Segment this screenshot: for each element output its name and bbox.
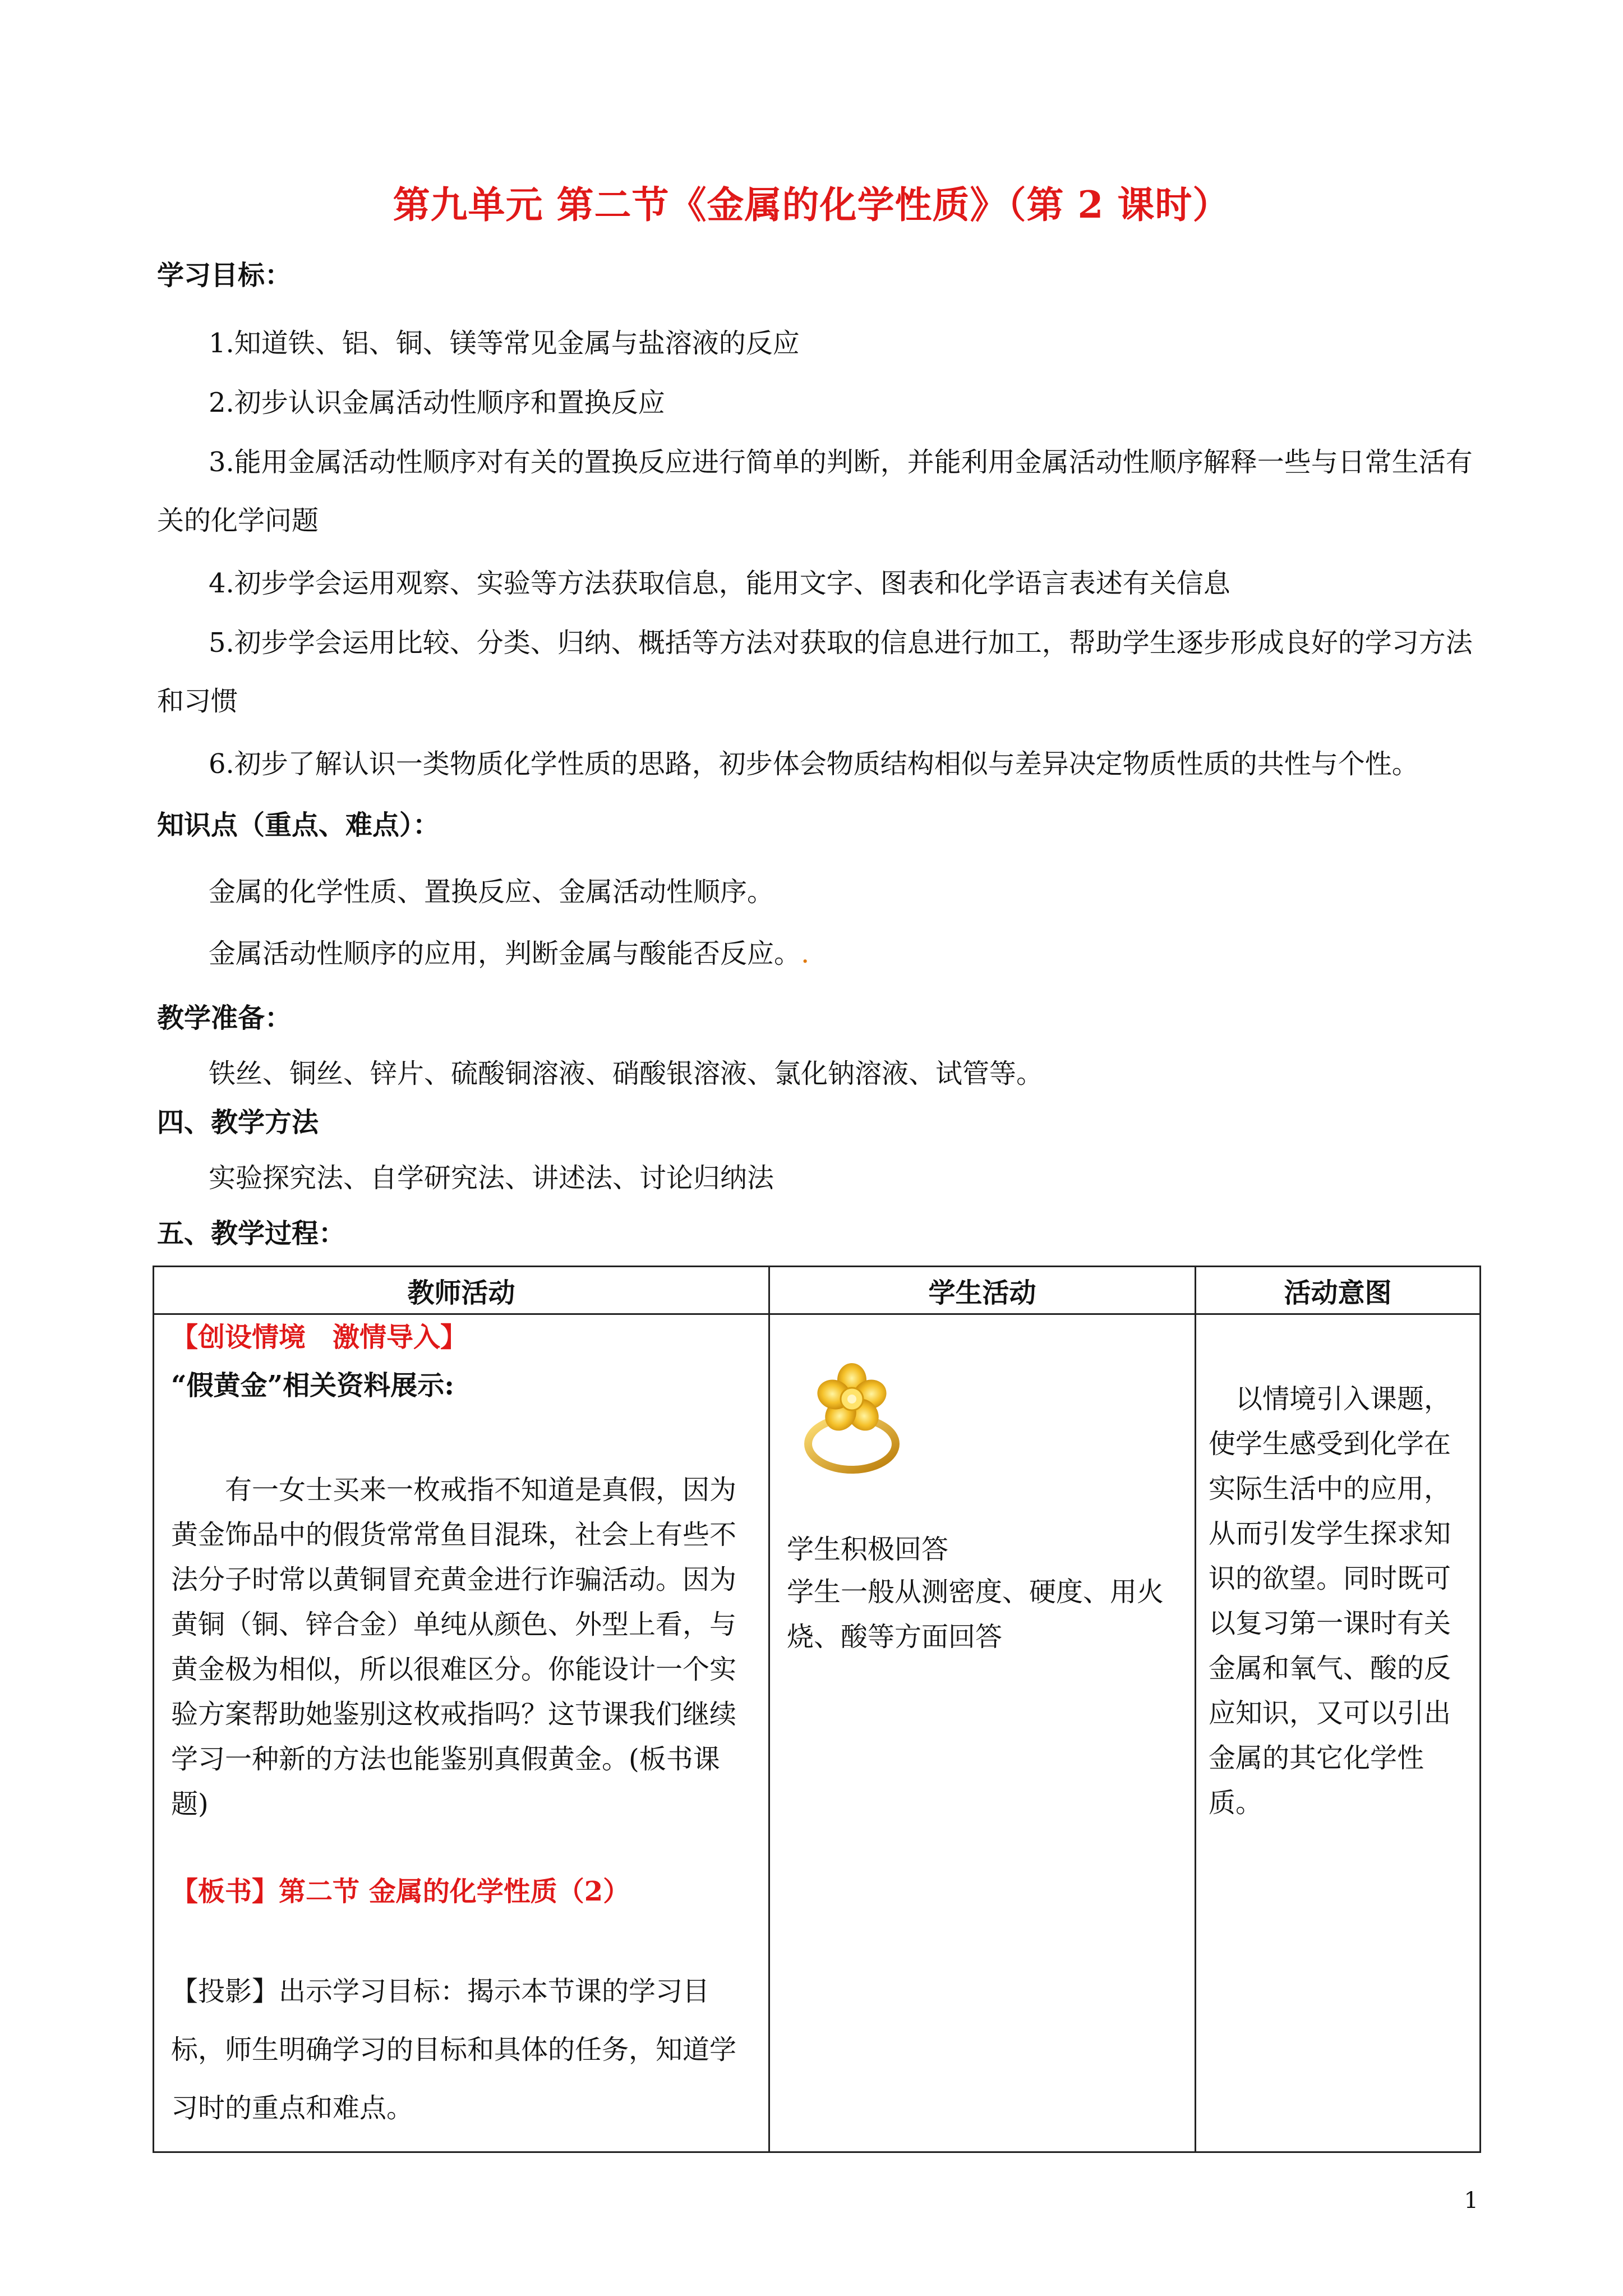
process-heading: 五、教学过程： (157, 1218, 346, 1249)
teacher-cell (154, 1314, 769, 2152)
objective-3: 3.能用金属活动性顺序对有关的置换反应进行简单的判断，并能利用金属活动性顺序解释一些与日常生活有关的化学问题 (157, 447, 1473, 536)
objectives-heading: 学习目标： (157, 260, 292, 291)
method-heading: 四、教学方法 (157, 1107, 319, 1138)
key-point-1: 金属的化学性质、置换反应、金属活动性顺序。 (209, 876, 774, 908)
student-cell (769, 1314, 1196, 2152)
gold-ring-image (796, 1360, 908, 1478)
teacher-heading: 【创设情境 激情导入】 (171, 1322, 468, 1353)
objective-4: 4.初步学会运用观察、实验等方法获取信息，能用文字、图表和化学语言表述有关信息 (209, 568, 1230, 599)
key-points-heading: 知识点（重点、难点）： (157, 809, 440, 841)
objective-1: 1.知道铁、铝、铜、镁等常见金属与盐溶液的反应 (209, 328, 800, 359)
key-point-2: 金属活动性顺序的应用，判断金属与酸能否反应。 (209, 938, 801, 969)
prep-materials: 铁丝、铜丝、锌片、硫酸铜溶液、硝酸银溶液、氯化钠溶液、试管等。 (209, 1058, 1044, 1089)
header-intent: 活动意图 (1196, 1267, 1481, 1314)
header-student: 学生活动 (769, 1267, 1196, 1314)
student-answer-2: 学生一般从测密度、硬度、用火烧、酸等方面回答 (787, 1576, 1164, 1653)
prep-heading: 教学准备： (157, 1002, 292, 1034)
objective-2: 2.初步认识金属活动性顺序和置换反应 (209, 387, 665, 418)
intent-cell (1196, 1314, 1481, 2152)
objective-5: 5.初步学会运用比较、分类、归纳、概括等方法对获取的信息进行加工，帮助学生逐步形成良好的学习方法和习惯 (157, 627, 1473, 717)
teacher-subheading: “假黄金”相关资料展示: (171, 1370, 454, 1401)
objective-6: 6.初步了解认识一类物质化学性质的思路，初步体会物质结构相似与差异决定物质性质的共性与个性。 (209, 748, 1419, 780)
intent-text: 以情境引入课题，使学生感受到化学在实际生活中的应用，从而引发学生探求知识的欲望。同时既可以复习第一课时有关金属和氧气、酸的反应知识，又可以引出金属的其它化学性质。 (1209, 1383, 1451, 1819)
header-teacher: 教师活动 (154, 1267, 769, 1314)
teacher-paragraph: 有一女士买来一枚戒指不知道是真假，因为黄金饰品中的假货常常鱼目混珠，社会上有些不法分子时常以黄铜冒充黄金进行诈骗活动。因为黄铜（铜、锌合金）单纯从颜色、外型上看，与黄金极为相似，所以很难区分。你能设计一个实验方案帮助她鉴别这枚戒指吗？这节课我们继续学习一种新的方法也能鉴别真假黄金。(板书课题) (171, 1474, 737, 1820)
method-text: 实验探究法、自学研究法、讲述法、讨论归纳法 (209, 1162, 774, 1194)
board-label: 【板书】第二节 金属的化学性质（2） (171, 1876, 630, 1907)
student-answer-1: 学生积极回答 (787, 1534, 949, 1565)
key-point-dot: . (801, 938, 810, 969)
page-title: 第九单元 第二节《金属的化学性质》（第 2 课时） (393, 183, 1230, 227)
page-number: 1 (1464, 2188, 1478, 2214)
table-header-row (154, 1267, 1481, 1314)
table-row (154, 1314, 1481, 2152)
key-point-2-line (209, 924, 1482, 983)
teaching-process-table (153, 1266, 1481, 2153)
projection-text: 【投影】出示学习目标：揭示本节课的学习目标，师生明确学习的目标和具体的任务，知道学习时的重点和难点。 (171, 1976, 737, 2124)
